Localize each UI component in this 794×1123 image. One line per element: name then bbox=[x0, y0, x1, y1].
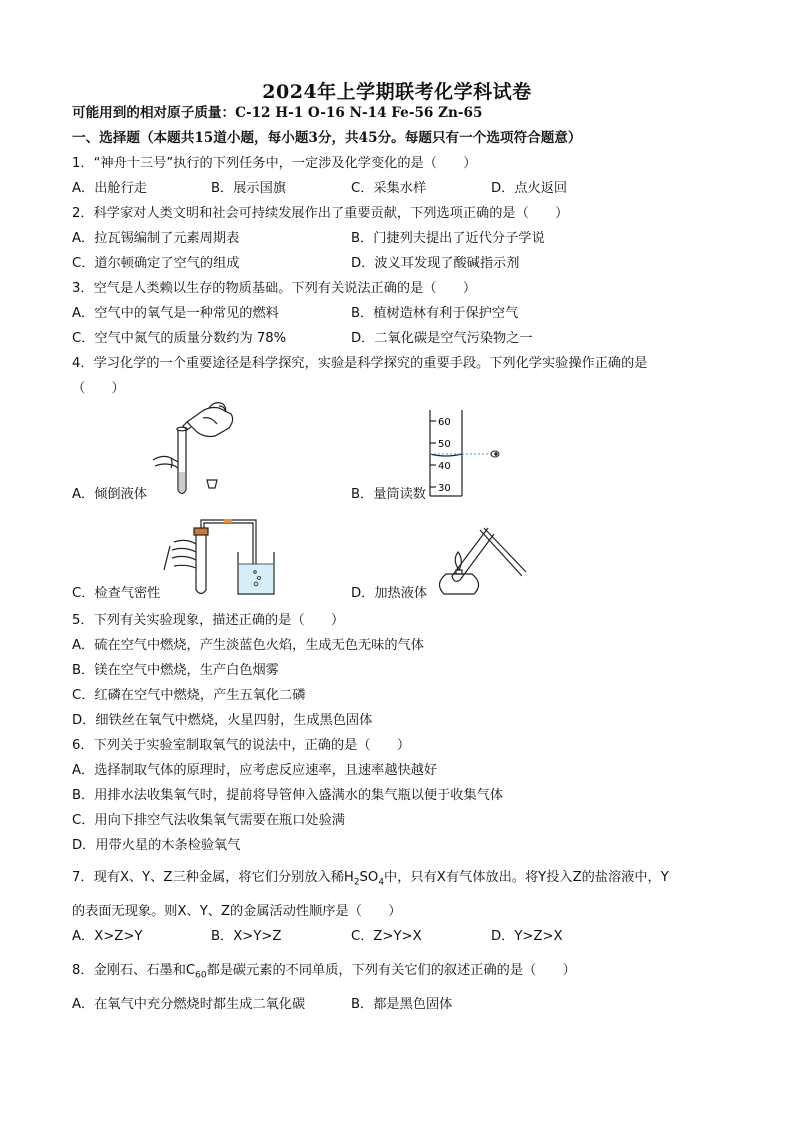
q5-option-a: A．硫在空气中燃烧，产生淡蓝色火焰，生成无色无味的气体 bbox=[72, 638, 424, 653]
q7-option-a: A．X>Z>Y bbox=[72, 929, 143, 944]
q7-stem bbox=[72, 869, 669, 892]
pouring-liquid-figure bbox=[145, 402, 245, 498]
q7-stem-mid: SO bbox=[359, 870, 379, 885]
q8-option-a: A．在氧气中充分燃烧时都生成二氧化碳 bbox=[72, 997, 306, 1012]
q7-stem-pre: 7．现有X、Y、Z三种金属，将它们分别放入稀H bbox=[72, 870, 354, 885]
q7-option-b: B．X>Y>Z bbox=[211, 929, 282, 944]
exam-title: 2024年上学期联考化学科试卷 bbox=[262, 81, 532, 103]
q5-stem: 5．下列有关实验现象，描述正确的是（ ） bbox=[72, 613, 345, 628]
q4-stem: 4．学习化学的一个重要途径是科学探究，实验是科学探究的重要手段。下列化学实验操作正确的是 bbox=[72, 356, 648, 371]
cylinder-tick-30: 30 bbox=[438, 483, 451, 494]
q6-option-c: C．用向下排空气法收集氧气需要在瓶口处验满 bbox=[72, 813, 345, 828]
airtightness-check-figure bbox=[160, 512, 290, 598]
q2-option-b: B．门捷列夫提出了近代分子学说 bbox=[351, 231, 545, 246]
q1-stem: 1．“神舟十三号”执行的下列任务中，一定涉及化学变化的是（ ） bbox=[72, 156, 477, 171]
q8-stem bbox=[72, 962, 576, 985]
cylinder-tick-50: 50 bbox=[438, 439, 451, 450]
q3-option-d: D．二氧化碳是空气污染物之一 bbox=[351, 331, 533, 346]
heating-liquid-figure bbox=[430, 512, 530, 598]
q8-stem-post: 都是碳元素的不同单质，下列有关它们的叙述正确的是（ ） bbox=[206, 963, 576, 978]
q4-option-c: C．检查气密性 bbox=[72, 586, 161, 601]
q7-option-d: D．Y>Z>X bbox=[491, 929, 563, 944]
q7-stem-post: 中，只有X有气体放出。将Y投入Z的盐溶液中，Y bbox=[384, 870, 669, 885]
q5-option-b: B．镁在空气中燃烧，生产白色烟雾 bbox=[72, 663, 279, 678]
q3-option-a: A．空气中的氧气是一种常见的燃料 bbox=[72, 306, 279, 321]
q5-option-d: D．细铁丝在氧气中燃烧，火星四射，生成黑色固体 bbox=[72, 713, 373, 728]
cylinder-tick-40: 40 bbox=[438, 461, 451, 472]
q1-option-b: B．展示国旗 bbox=[211, 181, 286, 196]
q7-stem-line2: 的表面无现象。则X、Y、Z的金属活动性顺序是（ ） bbox=[72, 904, 402, 919]
q1-option-a: A．出舱行走 bbox=[72, 181, 147, 196]
q6-option-d: D．用带火星的木条检验氧气 bbox=[72, 838, 241, 853]
cylinder-tick-60: 60 bbox=[438, 417, 451, 428]
graduated-cylinder-figure bbox=[420, 408, 510, 500]
q3-option-c: C．空气中氮气的质量分数约为 78% bbox=[72, 331, 287, 346]
q6-option-a: A．选择制取气体的原理时，应考虑反应速率，且速率越快越好 bbox=[72, 763, 438, 778]
q8-stem-pre: 8．金刚石、石墨和C bbox=[72, 963, 196, 978]
q7-option-c: C．Z>Y>X bbox=[351, 929, 422, 944]
q4-option-a: A．倾倒液体 bbox=[72, 487, 147, 502]
q3-option-b: B．植树造林有利于保护空气 bbox=[351, 306, 519, 321]
section-heading: 一、选择题（本题共15道小题，每小题3分，共45分。每题只有一个选项符合题意） bbox=[72, 130, 582, 146]
q2-option-a: A．拉瓦锡编制了元素周期表 bbox=[72, 231, 240, 246]
q8-option-b: B．都是黑色固体 bbox=[351, 997, 453, 1012]
q8-sub-60: 60 bbox=[195, 970, 207, 981]
q2-option-c: C．道尔顿确定了空气的组成 bbox=[72, 256, 240, 271]
q4-paren: （ ） bbox=[72, 381, 125, 396]
q4-option-d: D．加热液体 bbox=[351, 586, 428, 601]
q4-option-b: B．量筒读数 bbox=[351, 487, 426, 502]
q7-sub-4: 4 bbox=[378, 877, 385, 888]
q2-option-d: D．波义耳发现了酸碱指示剂 bbox=[351, 256, 520, 271]
q7-sub-2: 2 bbox=[353, 877, 360, 888]
q6-option-b: B．用排水法收集氧气时，提前将导管伸入盛满水的集气瓶以便于收集气体 bbox=[72, 788, 504, 803]
q5-option-c: C．红磷在空气中燃烧，产生五氧化二磷 bbox=[72, 688, 306, 703]
q1-option-c: C．采集水样 bbox=[351, 181, 427, 196]
q6-stem: 6．下列关于实验室制取氧气的说法中，正确的是（ ） bbox=[72, 738, 411, 753]
q2-stem: 2．科学家对人类文明和社会可持续发展作出了重要贡献，下列选项正确的是（ ） bbox=[72, 206, 569, 221]
q3-stem: 3．空气是人类赖以生存的物质基础。下列有关说法正确的是（ ） bbox=[72, 281, 477, 296]
atomic-masses: 可能用到的相对原子质量：C-12 H-1 O-16 N-14 Fe-56 Zn-65 bbox=[72, 105, 483, 121]
q1-option-d: D．点火返回 bbox=[491, 181, 568, 196]
